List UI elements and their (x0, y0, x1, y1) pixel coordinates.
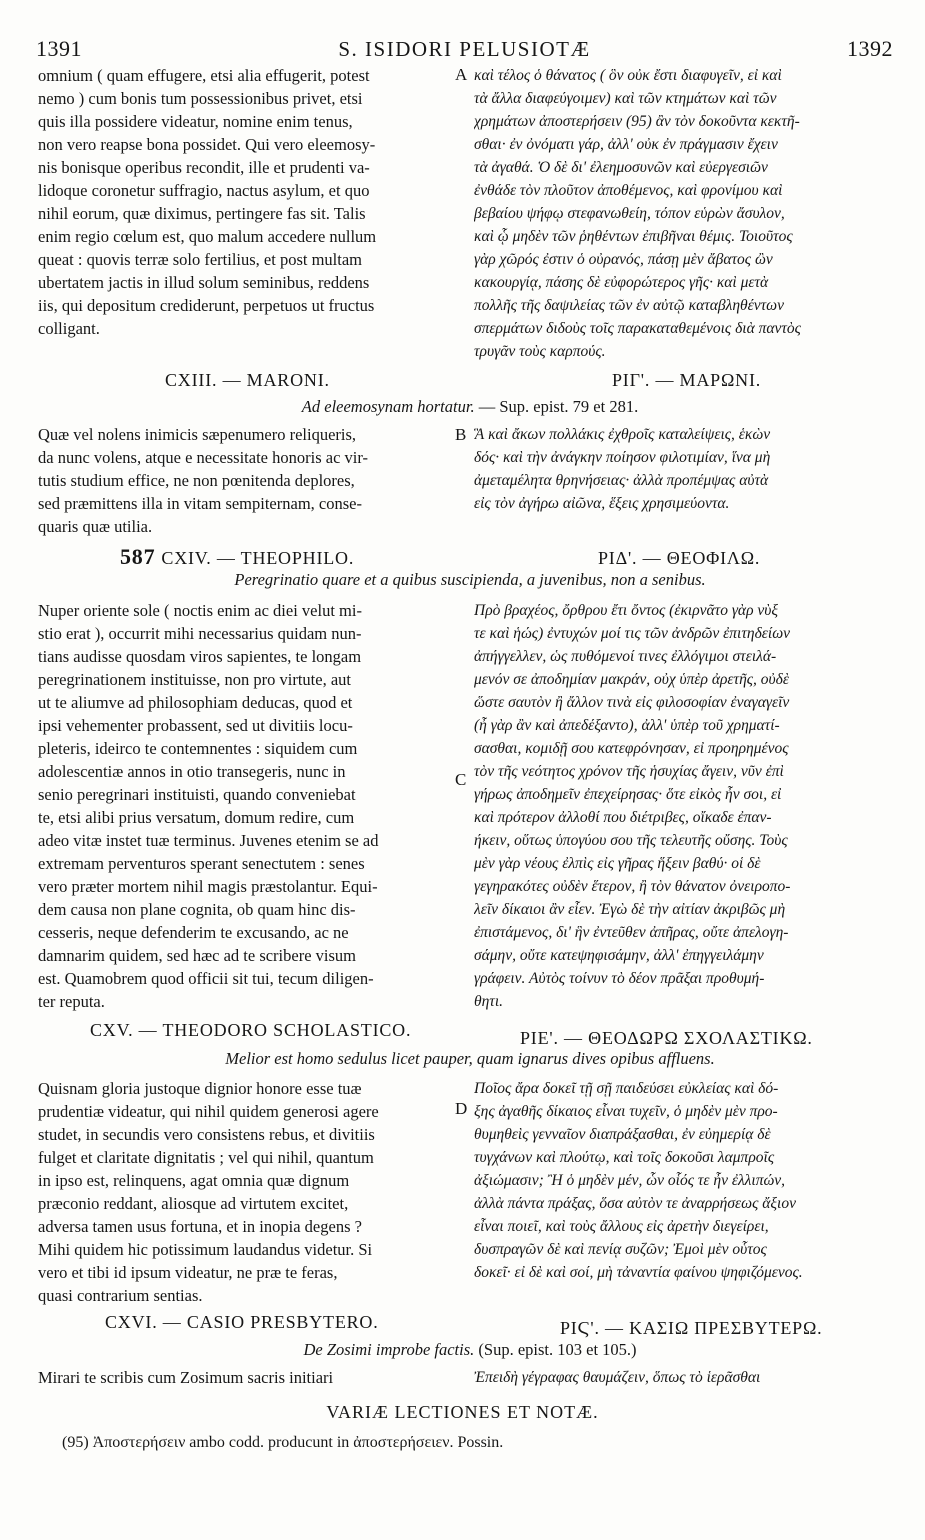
text-line: μὲν γὰρ νέους ἐλπὶς εἰς γῆρας ἥξειν βαθύ· οἱ δὲ (474, 855, 761, 872)
subtitle-italic: De Zosimi improbe factis. (303, 1340, 475, 1359)
sec5-greek (474, 1366, 892, 1389)
text-line: Mihi quidem hic potissimum laudandus videtur. Si (38, 1240, 373, 1259)
margin-marker-a: A (455, 65, 468, 84)
text-line: γήρως ἀποδημεῖν ἐπεχείρησας· ὅτε εἰκὸς ἦν σοι, εἰ (474, 786, 782, 803)
text-line: γὰρ χῶρός ἐστιν ὁ οὐρανός, πάσῃ μὲν ἄβατος ὢν (474, 251, 773, 268)
text-line: fulget et claritate dignitatis ; vel qui nihil, quantum (38, 1148, 374, 1167)
text-line: τρυγᾶν τοὺς καρπούς. (474, 343, 606, 360)
text-line: εἰς τὸν ἀγήρω αἰῶνα, ἕξεις χρησιμεύοντα. (474, 495, 730, 512)
text-line: τυγχάνων καὶ πλούτῳ, καὶ τοῖς δοκοῦσι λαμπροῖς (474, 1149, 775, 1166)
sec1-greek (474, 64, 892, 363)
letter-subtitle-cxvi (120, 1340, 820, 1360)
sec3-greek (474, 599, 892, 1013)
text-line: εἶναι ποιεῖ, καὶ τοὺς ἄλλους εἰς ἀρετὴν διεγείρει, (474, 1218, 769, 1235)
letter-heading-greek-cxiii: ΡΙΓ'. — ΜΑΡΩΝΙ. (612, 370, 762, 390)
letter-heading-latin-cxiii: CXIII. — MARONI. (165, 370, 330, 390)
text-line: sed præmittens illa in vitam sempiternam, conse- (38, 494, 362, 513)
text-line: σασθαι, κομιδῇ σου κατεφρόνησαν, εἰ προηρημένος (474, 740, 789, 757)
text-line: damnarim quidem, sed hæc ad te scribere visum (38, 946, 356, 965)
letter-heading-latin-cxvi: CXVI. — CASIO PRESBYTERO. (105, 1312, 379, 1332)
text-line: quasi contrarium sentias. (38, 1286, 203, 1305)
heading-text: CXIV. — THEOPHILO. (161, 548, 355, 568)
text-line: Quisnam gloria justoque dignior honore esse tuæ (38, 1079, 362, 1098)
sec2-latin (38, 423, 448, 538)
text-line: pleteris, ideirco te contemnentes : siquidem cum (38, 739, 358, 758)
text-line: τε καὶ ἡώς) ἐντυχών μοί τις τῶν ἀνδρῶν ἐπιτηδείων (474, 625, 791, 642)
text-line: Quæ vel nolens inimicis sæpenumero reliqueris, (38, 425, 357, 444)
footnote-95: (95) Ἀποστερήσειν ambo codd. producunt in ἀποστερήσειεν. Possin. (62, 1434, 504, 1451)
margin-marker-c: C (455, 770, 467, 789)
left-column-number: 1391 (36, 36, 82, 61)
sec4-greek (474, 1077, 892, 1284)
running-title: S. ISIDORI PELUSIOTÆ (338, 36, 591, 61)
text-line: σθαι· ἐν ὀνόματι γάρ, ἀλλ' οὐκ ἐν πράγμασιν ἔχειν (474, 136, 778, 153)
text-line: quaris quæ utilia. (38, 517, 153, 536)
text-line: est. Quamobrem quod officii sit tui, tecum diligen- (38, 969, 374, 988)
text-line: καὶ ᾧ μηδὲν τῶν ῥηθέντων ἐπιβῆναι θέμις. Τοιοῦτος (474, 228, 793, 245)
text-line: ἀμεταμέλητα θρηνήσειας· ἀλλὰ προπέμψας αὐτὰ (474, 472, 769, 489)
text-line: nihil eorum, quæ diximus, pertingere fas sit. Talis (38, 204, 366, 223)
text-line: σάμην, οὔτε κατεψηφισάμην, ἀλλ' ἐπηγγειλάμην (474, 947, 764, 964)
text-line: tutis studium effice, ne non pœnitenda deplores, (38, 471, 355, 490)
text-line: studet, in secundis vero consistens rebus, et divitiis (38, 1125, 375, 1144)
text-line: πολλῆς τῆς δαψιλείας τῶν ἐν αὐτῷ καταβληθέντων (474, 297, 784, 314)
text-line: χρημάτων ἀποστερήσειν (95) ἂν τὸν δοκοῦντα κεκτῆ- (474, 113, 800, 130)
text-line: ξης ἀγαθῆς δίκαιος εἶναι τυχεῖν, ὁ μηδὲν μὲν προ- (474, 1103, 778, 1120)
text-line: enim regio cœlum est, quo malum accedere nullum (38, 227, 377, 246)
text-line: λεῖν δίκαιοι ἂν εἶεν. Ἐγὼ δὲ τὴν αἰτίαν ἀκριβῶς μὴ (474, 901, 786, 918)
text-line: γεγηρακότες οὐδὲν ἕτερον, ἢ τὸν θάνατον ὀνειροπο- (474, 878, 791, 895)
page-header (36, 34, 893, 64)
text-line: δός· καὶ τὴν ἀνάγκην ποίησον φιλοτιμίαν, ἵνα μὴ (474, 449, 771, 466)
letter-subtitle-cxv: Melior est homo sedulus licet pauper, quam ignarus dives opibus affluens. (225, 1049, 715, 1068)
subtitle-reference: (Sup. epist. 103 et 105.) (474, 1340, 637, 1359)
text-line: vero et tibi id ipsum videatur, ne præ te feras, (38, 1263, 338, 1282)
text-line: (ἦ γὰρ ἂν καὶ ἀπεδέξαντο), ἀλλ' ὑπὲρ τοῦ χρηματί- (474, 717, 780, 734)
margin-marker-d: D (455, 1099, 468, 1118)
text-line: ὥστε σαυτὸν ἢ ἄλλον τινὰ εἰς φιλοσοφίαν ἐναγαγεῖν (474, 694, 790, 711)
text-line: ἐπιστάμενος, δι' ἣν ἐντεῦθεν ἀπῆρας, οὔτε ἀπελογη- (474, 924, 789, 941)
text-line: Πρὸ βραχέος, ὄρθρου ἔτι ὄντος (ἐκιρνᾶτο γὰρ νὺξ (474, 602, 779, 619)
text-line: adversa tamen usus fortuna, et in inopia degens ? (38, 1217, 362, 1236)
text-line: μενόν σε ἀποδημίαν μακράν, οὐχ ὑπὲρ ἀρετῆς, οὐδὲ (474, 671, 789, 688)
sec3-latin (38, 599, 448, 1013)
letter-heading-greek-cxvi: ΡΙϚ'. — ΚΑΣΙΩ ΠΡΕΣΒΥΤΕΡΩ. (560, 1318, 823, 1338)
letter-heading-latin-cxv: CXV. — THEODORO SCHOLASTICO. (90, 1020, 412, 1040)
text-line: adolescentiæ annos in otio transegeris, nunc in (38, 762, 346, 781)
notes-title: VARIÆ LECTIONES ET NOTÆ. (326, 1402, 599, 1422)
text-line: colligant. (38, 319, 100, 338)
text-line: ἀπήγγελλεν, ὡς πυθόμενοί τινες ἐλλόγιμοι στειλά- (474, 648, 777, 665)
text-line: θητι. (474, 993, 504, 1010)
text-line: δυσπραγῶν δὲ καὶ πενίᾳ συζῶν; Ἐμοὶ μὲν οὗτος (474, 1241, 767, 1258)
margin-marker-b: B (455, 425, 467, 444)
letter-heading-greek-cxv: ΡΙΕ'. — ΘΕΟΔΩΡΩ ΣΧΟΛΑΣΤΙΚΩ. (520, 1028, 813, 1048)
text-line: quis illa possidere videatur, nomine enim tenus, (38, 112, 353, 131)
text-line: καὶ πρότερον ἀλλοθί που διέτριβες, οἴκαδε ἐπαν- (474, 809, 772, 826)
sec5-latin (38, 1366, 448, 1389)
text-line: ήκειν, οὕτως ὑπογύου σου τῆς τελευτῆς οὔσης. Τοὺς (474, 832, 788, 849)
text-line: tians audisse quosdam viros sapientes, te longam (38, 647, 362, 666)
sec2-greek (474, 423, 892, 515)
text-line: ἐνθάδε τὸν πλοῦτον ἀποθέμενος, καὶ φρονίμου καὶ (474, 182, 783, 199)
sec1-latin (38, 64, 448, 340)
text-line: queat : quovis terræ solo fertilius, et post multam (38, 250, 362, 269)
letter-subtitle-cxiv: Peregrinatio quare et a quibus suscipienda, a juvenibus, non a senibus. (234, 570, 706, 589)
text-line: ut te aliumve ad philosophiam deducas, quod et (38, 693, 353, 712)
letter-subtitle-cxiii (120, 397, 820, 417)
text-line: senio peregrinari instituisti, quando conveniebat (38, 785, 356, 804)
text-line: te, etsi alibi prius versatum, domum redire, cum (38, 808, 355, 827)
text-line: præconio reddant, aliosque ad virtutem excitet, (38, 1194, 349, 1213)
text-line: Ποῖος ἄρα δοκεῖ τῇ σῇ παιδεύσει εὐκλείας καὶ δό- (474, 1080, 779, 1097)
text-line: γράφειν. Αὐτὸς τοίνυν τὸ δέον πρᾶξαι προθυμή- (474, 970, 765, 987)
column-number: 587 (120, 544, 156, 569)
text-line: in ipso est, relinquens, agat omnia quæ dignum (38, 1171, 350, 1190)
text-line: iis, qui depositum crediderunt, perpetuos ut fructus (38, 296, 375, 315)
text-line: lidoque coronetur suffragio, nactus asylum, et quo (38, 181, 370, 200)
text-line: adeo vitæ instet tuæ terminus. Juvenes etenim se ad (38, 831, 379, 850)
text-line: Ἃ καὶ ἄκων πολλάκις ἐχθροῖς καταλείψεις, ἑκὼν (474, 426, 771, 443)
subtitle-reference: — Sup. epist. 79 et 281. (474, 397, 639, 416)
text-line: τὰ ἀγαθά. Ὁ δὲ δι' ἐλεημοσυνῶν καὶ εὐεργεσιῶν (474, 159, 768, 176)
text-line: βεβαίου ψήφῳ στεφανωθείη, τόπον εὑρὼν ἄσυλον, (474, 205, 785, 222)
text-line: ter reputa. (38, 992, 105, 1011)
text-line: omnium ( quam effugere, etsi alia effugerit, potest (38, 66, 370, 85)
text-line: τὸν τῆς νεότητος χρόνον τῆς ἡσυχίας ἄγειν, νῦν ἐπὶ (474, 763, 784, 780)
text-line: stio erat ), occurrit mihi necessarius quidam nun- (38, 624, 362, 643)
text-line: extremam perventuros sperant senectutem : senes (38, 854, 365, 873)
text-line: dem causa non plane cognita, ob quam hinc dis- (38, 900, 356, 919)
text-line: prudentiæ videatur, qui nihil quidem generosi agere (38, 1102, 379, 1121)
text-line: ἀξιώμασιν; Ἢ ὁ μηδὲν μέν, ὧν οἷός τε ἦν ἐλλιπών, (474, 1172, 786, 1189)
right-column-number: 1392 (846, 36, 893, 61)
text-line: θυμηθεὶς γενναῖον διαπράξασθαι, ἐν εὐημερίᾳ δὲ (474, 1126, 771, 1143)
text-line: δοκεῖ· εἰ δὲ καὶ σοί, μὴ τἀναντία φαίνου ψηφιζόμενος. (474, 1264, 803, 1281)
text-line: ἀλλὰ πάντα πράξας, ὅσα αὐτὸν τε ἀναρρήσεως ἄξιον (474, 1195, 796, 1212)
text-line: nis bonisque operibus recondit, ille et prudenti va- (38, 158, 370, 177)
text-line: nemo ) cum bonis tum possessionibus privet, etsi (38, 89, 363, 108)
text-line: ipsi vehementer probassent, sed ut divitiis locu- (38, 716, 353, 735)
sec4-latin (38, 1077, 448, 1307)
text-line: ubertatem jactis in illud solum seminibus, reddens (38, 273, 370, 292)
letter-heading-latin-cxiv (120, 544, 354, 570)
text-line: vero præter mortem nihil magis præstolantur. Equi- (38, 877, 378, 896)
text-line: καὶ τέλος ὁ θάνατος ( ὃν οὐκ ἔστι διαφυγεῖν, εἰ καὶ (474, 67, 782, 84)
text-line: κακουργίᾳ, πάσης δὲ εὐφορώτερος γῆς· καὶ μετὰ (474, 274, 769, 291)
letter-heading-greek-cxiv: ΡΙΔ'. — ΘΕΟΦΙΛΩ. (598, 548, 761, 568)
text-line: cesseris, neque defenderim te excusando, ac ne (38, 923, 349, 942)
text-line: τὰ ἄλλα διαφεύγοιμεν) καὶ τῶν κτημάτων καὶ τῶν (474, 90, 777, 107)
subtitle-italic: Ad eleemosynam hortatur. (301, 397, 475, 416)
text-line: da nunc volens, atque e necessitate honoris ac vir- (38, 448, 369, 467)
text-line: Mirari te scribis cum Zosimum sacris initiari (38, 1368, 334, 1387)
text-line: σπερμάτων διδοὺς τοῖς παρακαταθεμένοις διὰ παντὸς (474, 320, 801, 337)
text-line: non vero reapse bona possidet. Qui vero eleemosy- (38, 135, 376, 154)
text-line: Ἐπειδὴ γέγραφας θαυμάζειν, ὅπως τὸ ἱερᾶσθαι (474, 1369, 761, 1386)
text-line: Nuper oriente sole ( noctis enim ac diei velut mi- (38, 601, 362, 620)
text-line: peregrinationem instituisse, non pro virtute, aut (38, 670, 351, 689)
